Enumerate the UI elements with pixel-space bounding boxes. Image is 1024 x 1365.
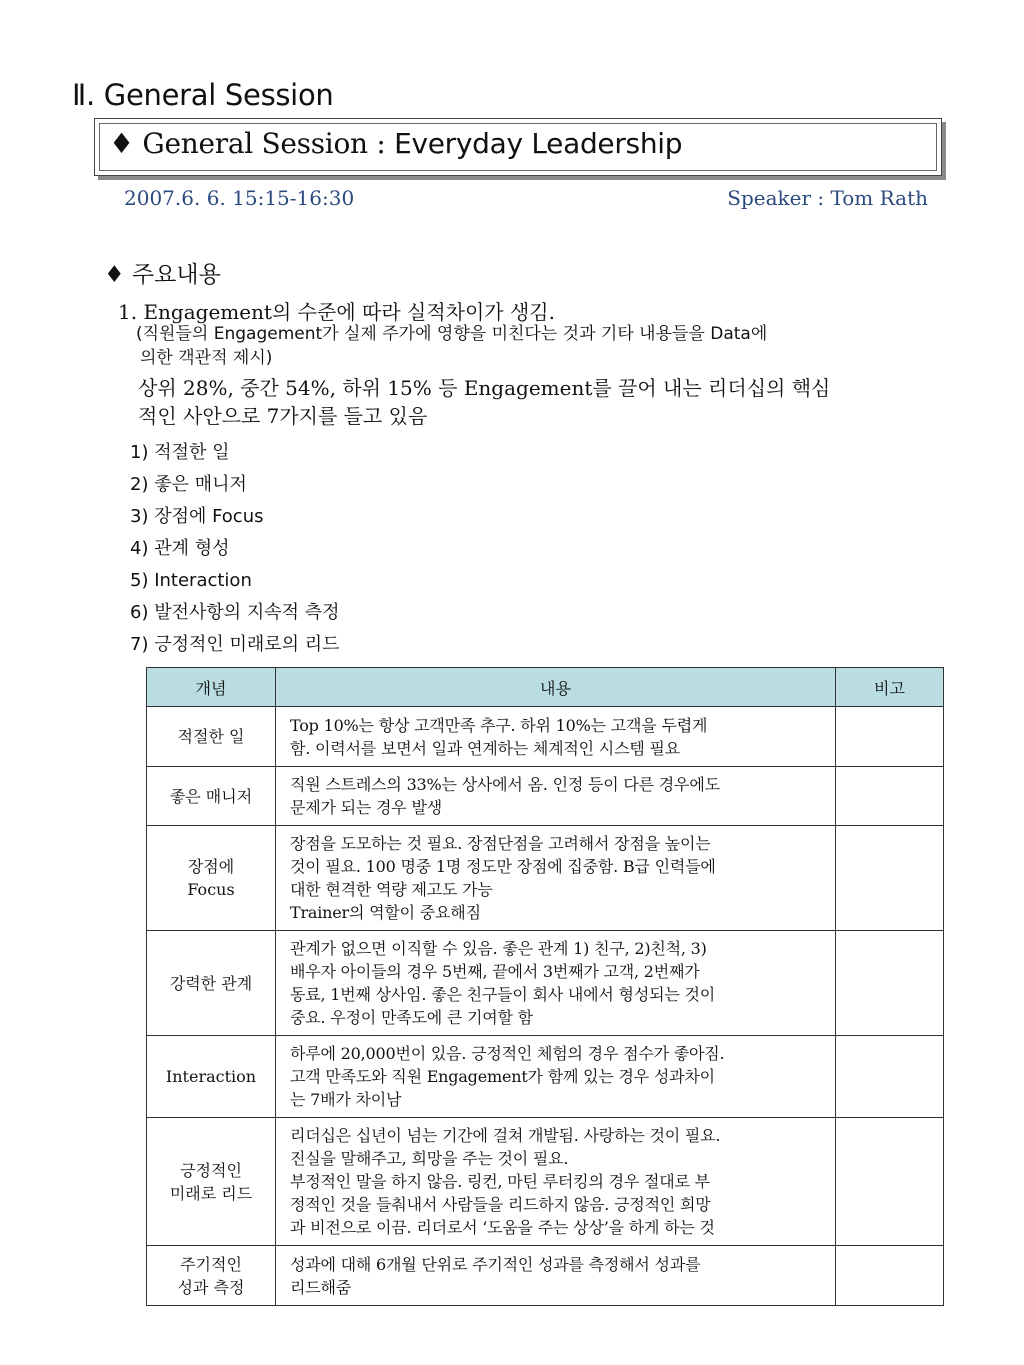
concept-cell	[147, 826, 276, 931]
content-line: 고객 만족도와 직원 Engagement가 함께 있는 경우 성과차이	[290, 1067, 715, 1086]
concept-cell	[147, 767, 276, 826]
content-line: 함. 이력서를 보면서 일과 연계하는 체계적인 시스템 필요	[290, 738, 680, 758]
content-line: 부정적인 말을 하지 않음. 링컨, 마틴 루터킹의 경우 절대로 부	[290, 1172, 710, 1191]
content-line: 대한 현격한 역량 제고도 가능	[290, 880, 493, 899]
session-date: 2007.6. 6. 15:15-16:30	[124, 186, 355, 210]
remark-cell	[836, 1246, 944, 1306]
factor-item: 7) 긍정적인 미래로의 리드	[130, 634, 340, 655]
content-line: 동료, 1번째 상사임. 좋은 친구들이 회사 내에서 형성되는 것이	[290, 985, 715, 1004]
content-line: 성과에 대해 6개월 단위로 주기적인 성과를 측정해서 성과를	[290, 1254, 701, 1274]
remark-cell	[836, 931, 944, 1036]
content-cell	[276, 931, 836, 1036]
factor-list	[130, 437, 340, 661]
concept-cell	[147, 707, 276, 767]
concept-cell	[147, 931, 276, 1036]
content-line: Top 10%는 항상 고객만족 추구. 하위 10%는 고객을 두렵게	[290, 715, 708, 735]
concept-line: 주기적인	[180, 1254, 242, 1274]
column-header-remark: 비고	[836, 668, 944, 707]
factor-item: 4) 관계 형성	[130, 538, 230, 559]
content-line: 배우자 아이들의 경우 5번째, 끝에서 3번째가 고객, 2번째가	[290, 962, 700, 981]
content-cell	[276, 826, 836, 931]
note	[136, 322, 936, 370]
note-line: (직원들의 Engagement가 실제 주가에 영향을 미친다는 것과 기타 내용들을 Data에	[136, 324, 768, 344]
content-line: 는 7배가 차이남	[290, 1090, 402, 1109]
content-line: 문제가 되는 경우 발생	[290, 798, 442, 817]
remark-cell	[836, 1036, 944, 1118]
summary-line: 적인 사안으로 7가지를 들고 있음	[138, 404, 428, 428]
concept-line: 강력한 관계	[169, 973, 253, 993]
remark-cell	[836, 707, 944, 767]
content-cell	[276, 1118, 836, 1246]
concept-line: 성과 측정	[177, 1277, 245, 1297]
session-title	[109, 127, 682, 160]
content-cell	[276, 707, 836, 767]
table-row	[147, 826, 944, 931]
content-line: 중요. 우정이 만족도에 큰 기여할 함	[290, 1008, 533, 1027]
content-line: 정적인 것을 들춰내서 사람들을 리드하지 않음. 긍정적인 희망	[290, 1195, 711, 1214]
summary-line: 상위 28%, 중간 54%, 하위 15% 등 Engagement를 끌어 내는 리더십의 핵심	[138, 376, 831, 400]
concept-cell	[147, 1246, 276, 1306]
concept-line: Focus	[187, 880, 235, 899]
concept-line: 좋은 매니저	[169, 786, 253, 806]
content-line: 관계가 없으면 이직할 수 있음. 좋은 관계 1) 친구, 2)친척, 3)	[290, 939, 707, 958]
content-line: 과 비전으로 이끔. 리더로서 ‘도움을 주는 상상’을 하게 하는 것	[290, 1218, 715, 1237]
column-header-content: 내용	[276, 668, 836, 707]
column-header-concept: 개념	[147, 668, 276, 707]
content-cell	[276, 767, 836, 826]
main-heading: ♦ 주요내용	[104, 262, 221, 288]
speaker: Speaker : Tom Rath	[727, 186, 928, 210]
content-line: 리더십은 십년이 넘는 기간에 걸쳐 개발됨. 사랑하는 것이 필요.	[290, 1126, 721, 1145]
content-line: 장점을 도모하는 것 필요. 장점단점을 고려해서 장점을 높이는	[290, 834, 711, 853]
table-row	[147, 1036, 944, 1118]
content-line: 하루에 20,000번이 있음. 긍정적인 체험의 경우 점수가 좋아짐.	[290, 1044, 725, 1063]
content-cell	[276, 1246, 836, 1306]
title-bullet: ♦	[109, 127, 134, 160]
table-row	[147, 931, 944, 1036]
table-header-row	[147, 668, 944, 707]
point-1: 1. Engagement의 수준에 따라 실적차이가 생김.	[118, 300, 555, 324]
note-line: 의한 객관적 제시)	[140, 348, 273, 368]
content-cell	[276, 1036, 836, 1118]
concept-line: Interaction	[165, 1067, 257, 1086]
title-prefix: General Session	[142, 127, 368, 160]
content-line: 직원 스트레스의 33%는 상사에서 옴. 인정 등이 다른 경우에도	[290, 775, 720, 794]
remark-cell	[836, 1118, 944, 1246]
concept-line: 미래로 리드	[169, 1183, 253, 1203]
title-suffix: Everyday Leadership	[394, 127, 683, 160]
concept-cell	[147, 1118, 276, 1246]
leadership-table	[146, 667, 944, 1306]
content-line: Trainer의 역할이 중요해짐	[290, 903, 481, 922]
concept-line: 긍정적인	[180, 1160, 242, 1180]
remark-cell	[836, 826, 944, 931]
title-box	[94, 118, 942, 176]
summary	[138, 374, 938, 430]
content-line: 것이 필요. 100 명중 1명 정도만 장점에 집중함. B급 인력들에	[290, 857, 716, 876]
factor-item: 6) 발전사항의 지속적 측정	[130, 602, 340, 623]
section-heading: Ⅱ. General Session	[72, 78, 334, 112]
content-line: 진실을 말해주고, 희망을 주는 것이 필요.	[290, 1149, 569, 1168]
factor-item: 2) 좋은 매니저	[130, 474, 247, 495]
content-line: 리드해줌	[290, 1277, 352, 1297]
table-row	[147, 1118, 944, 1246]
remark-cell	[836, 767, 944, 826]
concept-line: 장점에	[187, 857, 235, 876]
table-row	[147, 767, 944, 826]
concept-line: 적절한 일	[177, 727, 245, 746]
concept-cell	[147, 1036, 276, 1118]
factor-item: 3) 장점에 Focus	[130, 506, 264, 527]
table-row	[147, 707, 944, 767]
table-row	[147, 1246, 944, 1306]
factor-item: 1) 적절한 일	[130, 442, 230, 463]
title-separator: :	[367, 127, 395, 160]
factor-item: 5) Interaction	[130, 570, 252, 591]
